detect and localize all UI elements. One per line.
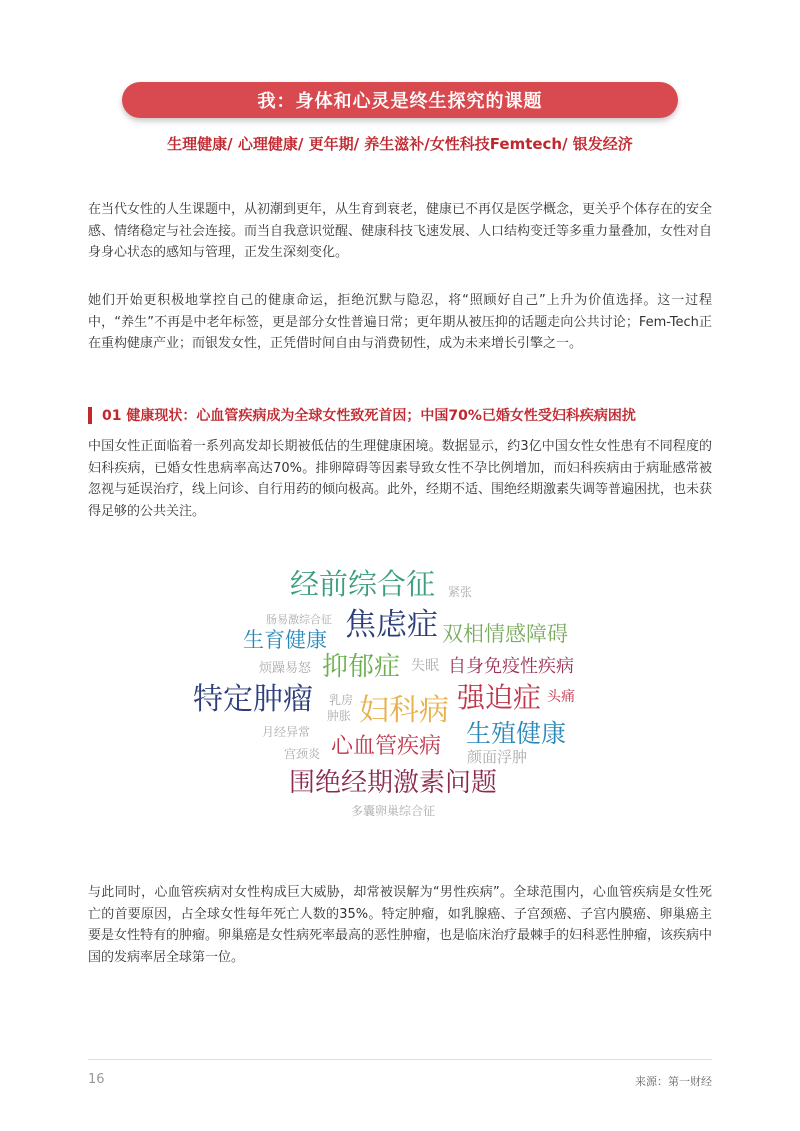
page-title: 我：身体和心灵是终生探究的课题 [257, 91, 543, 112]
word-cloud-item: 肠易激综合征 [266, 613, 332, 626]
word-cloud-item: 乳房 [329, 693, 354, 707]
word-cloud-item: 失眠 [411, 658, 439, 674]
word-cloud-item: 烦躁易怒 [259, 661, 312, 676]
word-cloud-item: 心血管疾病 [331, 734, 442, 759]
word-cloud-item: 围绝经期激素问题 [289, 768, 498, 798]
word-cloud [0, 560, 800, 830]
word-cloud-item: 生殖健康 [466, 719, 567, 748]
word-cloud-item: 自身免疫性疾病 [448, 656, 574, 677]
word-cloud-item: 强迫症 [457, 681, 542, 714]
word-cloud-item: 月经异常 [262, 725, 311, 739]
topic-tags: 生理健康/ 心理健康/ 更年期/ 养生滋补/女性科技Femtech/ 银发经济 [167, 135, 633, 153]
intro-paragraph-1: 在当代女性的人生课题中，从初潮到更年，从生育到衰老，健康已不再仅是医学概念，更关乎个体存在的安全感、情绪稳定与社会连接。而当自我意识觉醒、健康科技飞速发展、人口结构变迁等多重力量叠加，女性对自身身心状态的感知与管理，正发生深刻变化。 [88, 202, 713, 260]
closing-paragraph: 与此同时，心血管疾病对女性构成巨大威胁，却常被误解为“男性疾病”。全球范围内，心血管疾病是女性死亡的首要原因，占全球女性每年死亡人数的35%。特定肿瘤，如乳腺癌、子宫颈癌、子宫内膜癌、卵巢癌主要是女性特有的肿瘤。卵巢癌是女性病死率最高的恶性肿瘤，也是临床治疗最棘手的妇科恶性肿瘤，该疾病中国的发病率居全球第一位。 [88, 885, 713, 965]
word-cloud-item: 妇科病 [359, 693, 449, 728]
word-cloud-item: 经前综合征 [290, 567, 436, 601]
word-cloud-item: 双相情感障碍 [442, 622, 568, 646]
page-title-banner [122, 82, 678, 118]
word-cloud-item: 宫颈炎 [284, 747, 321, 761]
word-cloud-item: 焦虑症 [345, 607, 438, 643]
intro-paragraph-2: 她们开始更积极地掌控自己的健康命运，拒绝沉默与隐忍，将“照顾好自己”上升为价值选择。这一过程中，“养生”不再是中老年标签，更是部分女性普遍日常；更年期从被压抑的话题走向公共讨论；Fem-Tech正在重构健康产业；而银发女性，正凭借时间自由与消费韧性，成为未来增长引擎之一。 [88, 293, 712, 351]
word-cloud-item: 生育健康 [243, 628, 327, 652]
section-body-paragraph: 中国女性正面临着一系列高发却长期被低估的生理健康困境。数据显示，约3亿中国女性女性患有不同程度的妇科疾病，已婚女性患病率高达70%。排卵障碍等因素导致女性不孕比例增加，而妇科疾病由于病耻感常被忽视与延误治疗，线上问诊、自行用药的倾向极高。此外，经期不适、围绝经期激素失调等普遍困扰，也未获得足够的公共关注。 [88, 439, 713, 519]
page-number: 16 [88, 1072, 105, 1087]
word-cloud-item: 特定肿瘤 [193, 682, 313, 717]
section-heading-text: 01 健康现状：心血管疾病成为全球女性致死首因；中国70%已婚女性受妇科疾病困扰 [102, 408, 636, 424]
word-cloud-item: 颜面浮肿 [467, 748, 528, 766]
footer-divider [88, 1059, 712, 1060]
word-cloud-item: 紧张 [448, 585, 473, 599]
section-marker [88, 407, 92, 424]
word-cloud-item: 肿胀 [327, 709, 352, 723]
word-cloud-item: 多囊卵巢综合征 [351, 804, 436, 818]
word-cloud-item: 头痛 [547, 689, 575, 705]
source-credit: 来源：第一财经 [635, 1075, 712, 1088]
section-heading [88, 405, 712, 425]
word-cloud-item: 抑郁症 [322, 652, 401, 682]
